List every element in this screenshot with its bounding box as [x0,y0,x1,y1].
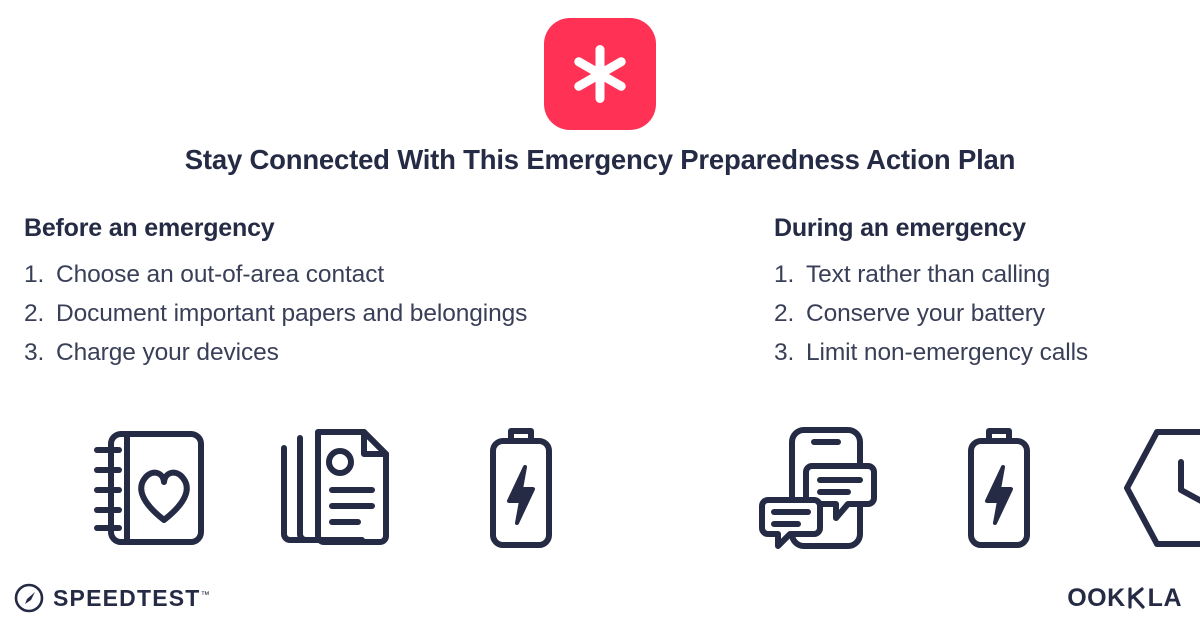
list-item [24,255,588,294]
steps-list-before [24,255,588,372]
list-item [774,333,1188,372]
list-item-number: 1. [24,261,45,288]
column-title-during: During an emergency [774,214,1026,242]
ookla-label-left: OOK [1067,583,1126,612]
list-item-number: 2. [774,300,795,327]
column-title-before: Before an emergency [24,214,275,242]
asterisk-icon [569,43,631,105]
speedtest-label: SPEEDTEST [53,584,201,611]
list-item-number: 3. [24,339,45,366]
column-before [0,214,600,372]
list-item-label: Charge your devices [56,339,279,366]
ookla-label-right: LA [1147,583,1182,612]
list-item-label: Document important papers and belongings [56,300,528,327]
list-item-number: 3. [774,339,795,366]
column-during [600,214,1200,372]
ookla-logo-badge [544,18,656,130]
speedtest-wordmark [53,585,211,612]
notebook-heart-icon [89,424,209,552]
icon-row-during [752,418,1200,558]
battery-bolt-icon [481,423,561,553]
footer [0,566,1200,630]
list-item-number: 2. [24,300,45,327]
list-item-label: Choose an out-of-area contact [56,261,385,288]
icon-cell [1116,418,1200,558]
page-title: Stay Connected With This Emergency Preparedness Action Plan [184,144,1016,175]
ookla-wordmark [1067,584,1182,613]
hexagon-clock-icon [1121,426,1200,550]
icon-row-before [84,418,586,558]
icon-cell [270,418,400,558]
list-item [24,333,588,372]
ookla-k-mark-icon [1127,587,1147,609]
list-item [774,255,1188,294]
list-item-label: Conserve your battery [806,300,1045,327]
icon-cell [84,418,214,558]
icon-cell [752,418,882,558]
list-item [24,294,588,333]
documents-stack-icon [274,424,396,552]
steps-list-during [774,255,1188,372]
list-item-number: 1. [774,261,795,288]
trademark-symbol: ™ [200,588,211,599]
speedtest-gauge-icon [14,583,44,613]
battery-bolt-icon [959,423,1039,553]
speedtest-logo [14,583,211,613]
list-item-label: Text rather than calling [806,261,1051,288]
icon-cell [456,418,586,558]
phone-message-icon [756,424,878,552]
content-columns [0,214,1200,372]
list-item-label: Limit non-emergency calls [806,339,1089,366]
icon-cell [934,418,1064,558]
list-item [774,294,1188,333]
